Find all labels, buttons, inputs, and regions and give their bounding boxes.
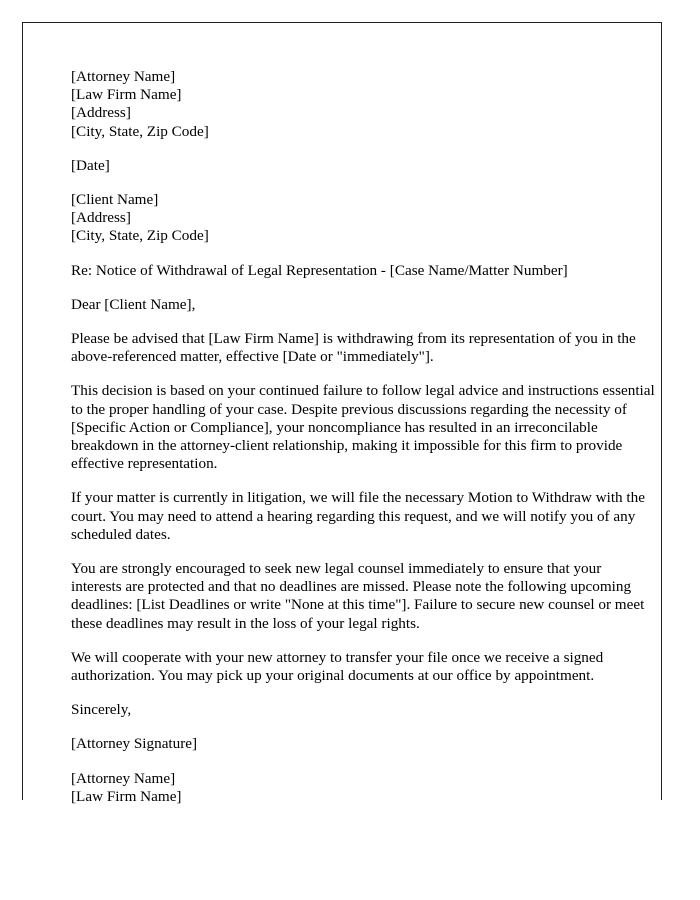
signature-attorney-name: [Attorney Name] (71, 769, 176, 787)
recipient-city-state-zip: [City, State, Zip Code] (71, 227, 209, 245)
date-line: [Date] (71, 156, 110, 174)
signature-block (71, 770, 655, 806)
signature-placeholder: [Attorney Signature] (71, 735, 198, 753)
body-paragraph-3: If your matter is currently in litigation, we will file the necessary Motion to Withdraw with the court. You may need to attend a hearing regarding this request, and we will notify you of any scheduled dates. (71, 489, 645, 543)
recipient-address-block (71, 191, 655, 246)
letter-body (71, 68, 655, 806)
salutation: Dear [Client Name], (71, 295, 196, 313)
recipient-address: [Address] (71, 209, 131, 227)
sender-address-block (71, 68, 655, 141)
body-paragraph-4: You are strongly encouraged to seek new legal counsel immediately to ensure that your interests are protected and that no deadlines are missed. Please note the following upcoming deadlines: [List Deadlines or write "None at this time"]. Failure to secure new counsel or meet these deadlines may result in the loss of your legal rights. (71, 560, 645, 632)
closing-salutation: Sincerely, (71, 701, 132, 719)
sender-address: [Address] (71, 104, 131, 122)
document-page (22, 22, 662, 805)
subject-line: Re: Notice of Withdrawal of Legal Representation - [Case Name/Matter Number] (71, 261, 568, 279)
sender-city-state-zip: [City, State, Zip Code] (71, 122, 209, 140)
sender-firm-name: [Law Firm Name] (71, 86, 182, 104)
sender-attorney-name: [Attorney Name] (71, 68, 176, 85)
recipient-client-name: [Client Name] (71, 191, 159, 209)
signature-firm-name: [Law Firm Name] (71, 787, 182, 805)
body-paragraph-1: Please be advised that [Law Firm Name] is withdrawing from its representation of you in the above-referenced matter, effective [Date or "immediately"]. (71, 330, 636, 366)
body-paragraph-5: We will cooperate with your new attorney to transfer your file once we receive a signed authorization. You may pick up your original documents at our office by appointment. (71, 648, 604, 685)
date-block (71, 157, 655, 175)
body-paragraph-2: This decision is based on your continued failure to follow legal advice and instructions essential to the proper handling of your case. Despite previous discussions regarding the necessity of [Specific Action or Compliance], your noncompliance has resulted in an irreconcilable breakdown in the attorney-client relationship, making it impossible for this firm to provide effective representation. (71, 382, 655, 473)
